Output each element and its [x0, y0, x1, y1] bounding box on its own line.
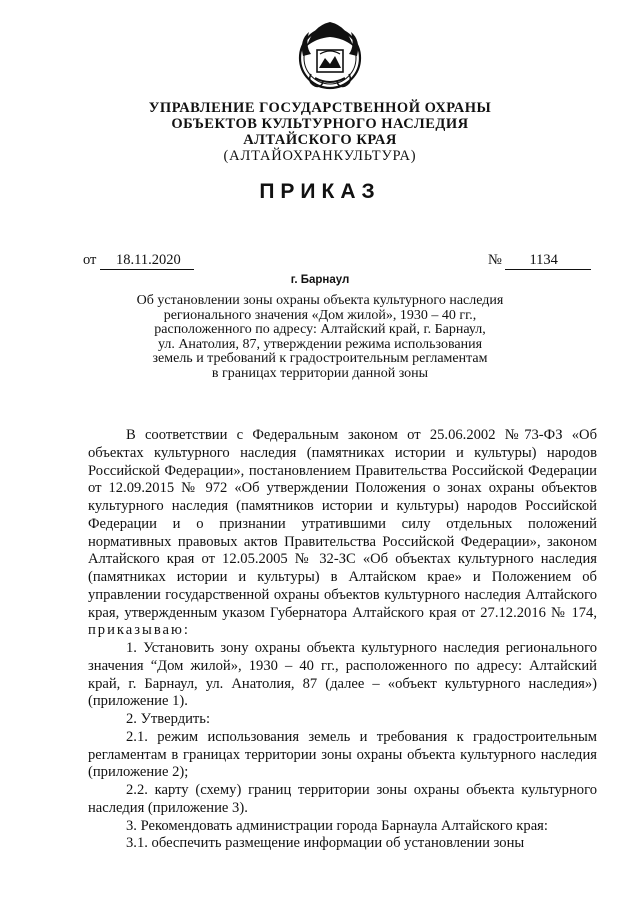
item-1-paragraph: 1. Установить зону охраны объекта культурного наследия регионального значения “Дом жилой», 1930 – 40 гг., расположенного по адресу: Алтайский край, г. Барнаул, ул. Анатолия, 87 (далее – «объект культурного наследия») (приложение 1). — [88, 640, 597, 710]
item-2-2-paragraph: 2.2. карту (схему) границ территории зоны охраны объекта культурного наследия (приложение 3). — [88, 782, 597, 816]
organization-name — [0, 100, 640, 164]
document-date: 18.11.2020 — [100, 252, 194, 270]
item-3-1-paragraph: 3.1. обеспечить размещение информации об установлении зоны — [126, 835, 525, 852]
document-number-row — [488, 252, 591, 270]
item-3-paragraph: 3. Рекомендовать администрации города Барнаула Алтайского края: — [126, 817, 548, 834]
preamble-text: В соответствии с Федеральным законом от 25.06.2002 №73-ФЗ «Об объектах культурного наследия (памятниках истории и культуры) народов Российской Федерации», постановлением Правительства Российской Федерации от 12.09.2015 № 972 «Об утверждении Положения о зонах охраны объектов культурного наследия (памятников истории и культуры) народов Российской Федерации и о признании утратившими силу отдельных положений нормативных правовых актов Правительства Российской Федерации», законом Алтайского края от 12.05.2005 № 32-ЗС «Об объектах культурного наследия (памятниках истории и культуры) в Алтайском крае» и Положением об управлении государственной охраны объектов культурного наследия Алтайского края, утвержденным указом Губернатора Алтайского края от 27.12.2016 № 174, — [88, 427, 597, 621]
document-type-title: ПРИКАЗ — [259, 180, 381, 203]
org-line-3: АЛТАЙСКОГО КРАЯ — [243, 132, 397, 148]
document-subject — [90, 294, 550, 381]
org-line-1: УПРАВЛЕНИЕ ГОСУДАРСТВЕННОЙ ОХРАНЫ — [148, 100, 492, 116]
order-word: приказываю: — [88, 622, 190, 639]
subject-line: ул. Анатолия, 87, утверждении режима использования — [157, 336, 483, 352]
item-2-paragraph: 2. Утвердить: — [126, 711, 211, 727]
coat-of-arms-emblem — [293, 20, 367, 92]
document-number: 1134 — [505, 252, 591, 270]
number-prefix: № — [488, 252, 502, 268]
preamble-paragraph — [88, 427, 597, 640]
subject-line: расположенного по адресу: Алтайский край, г. Барнаул, — [154, 322, 486, 337]
city-label: г. Барнаул — [290, 274, 350, 286]
subject-line: земель и требований к градостроительным регламентам — [152, 351, 488, 366]
item-2-1-paragraph: 2.1. режим использования земель и требования к градостроительным регламентам в границах территории зоны охраны объекта культурного наследия (приложение 2); — [88, 728, 597, 781]
subject-line: в границах территории данной зоны — [211, 365, 429, 381]
org-line-2: ОБЪЕКТОВ КУЛЬТУРНОГО НАСЛЕДИЯ — [171, 116, 469, 132]
subject-line: регионального значения «Дом жилой», 1930 – 40 гг., — [163, 307, 477, 323]
document-date-row — [83, 252, 194, 270]
subject-line: Об установлении зоны охраны объекта культурного наследия — [136, 293, 504, 308]
org-short-name: (АЛТАЙОХРАНКУЛЬТУРА) — [223, 148, 417, 164]
date-prefix: от — [83, 252, 97, 268]
document-body — [88, 427, 597, 853]
